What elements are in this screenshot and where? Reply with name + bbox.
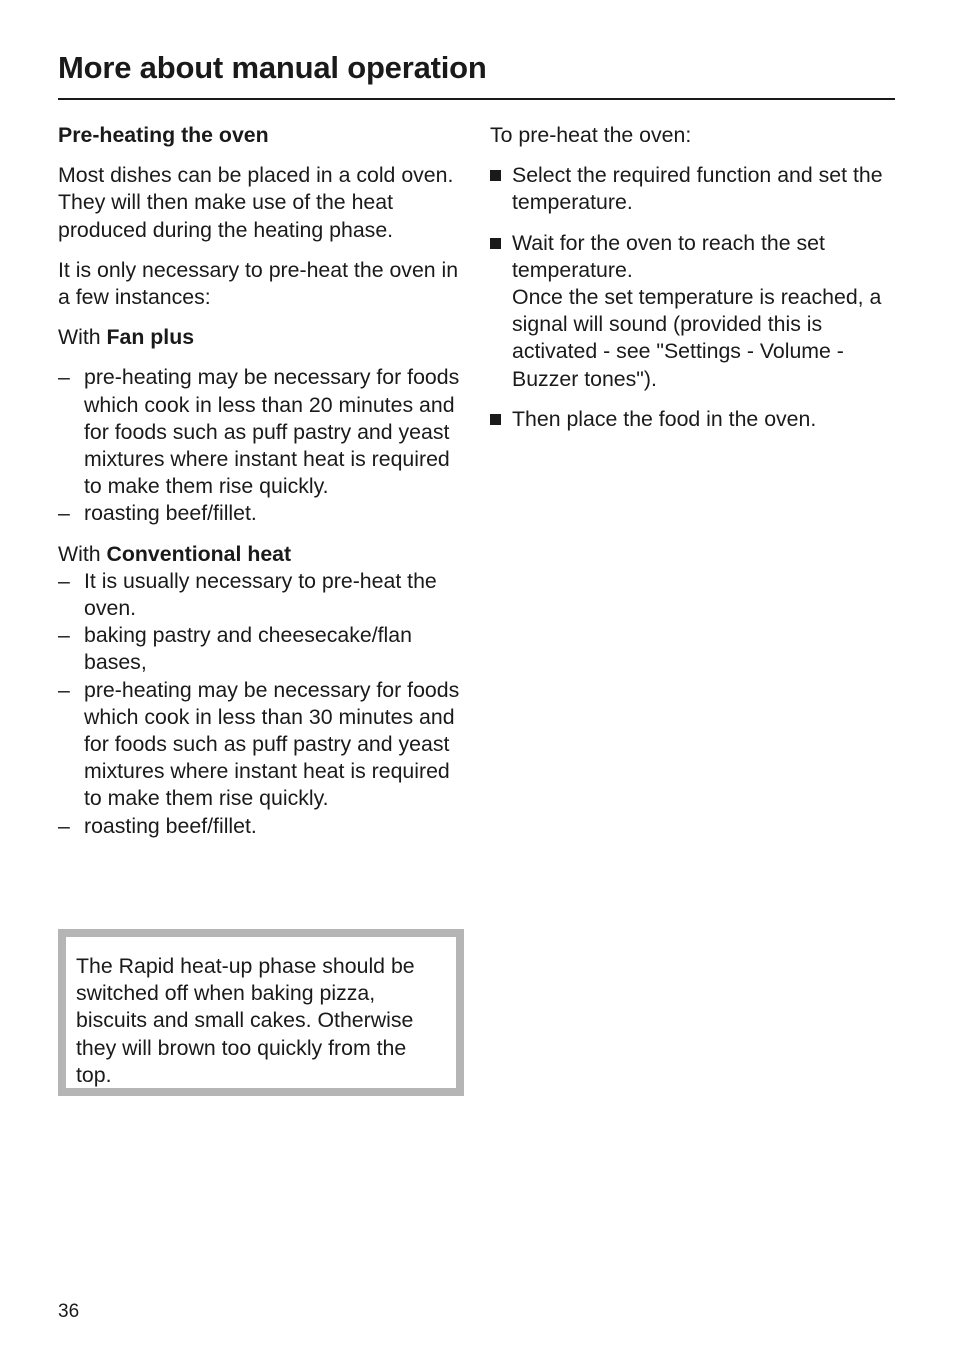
list-item: – baking pastry and cheesecake/flan bases, [58,622,468,676]
steps-list [490,162,900,433]
square-bullet-icon [490,170,501,181]
square-bullet-icon [490,414,501,425]
step-item [490,162,900,216]
title-rule [58,98,895,100]
step-item [490,406,900,433]
steps-intro: To pre-heat the oven: [490,123,692,147]
list-item: – roasting beef/fillet. [58,500,468,527]
right-column [490,122,900,446]
conventional-heat-name: Conventional heat [106,541,292,566]
note-box [58,929,464,1096]
conventional-heat-label [58,541,468,568]
intro-paragraph: Most dishes can be placed in a cold oven. They will then make use of the heat produced during the heating phase. [58,163,454,242]
step-text-extra: Once the set temperature is reached, a signal will sound (provided this is activated - see "Settings - Volume - Buzzer tones"). [512,285,882,391]
conventional-heat-prefix: With [58,541,107,566]
left-column [58,122,468,853]
section-heading: Pre-heating the oven [58,123,269,147]
square-bullet-icon [490,238,501,249]
list-item: – pre-heating may be necessary for foods which cook in less than 20 minutes and for foods such as puff pastry and yeast mixtures where instant heat is required to make them rise quickly. [58,364,468,500]
step-item [490,230,900,393]
fan-plus-list [58,364,468,527]
fan-plus-name: Fan plus [106,325,195,350]
list-item: – pre-heating may be necessary for foods which cook in less than 30 minutes and for foods such as puff pastry and yeast mixtures where instant heat is required to make them rise quickly. [58,677,468,813]
page-title: More about manual operation [58,50,487,85]
list-item: – It is usually necessary to pre-heat the oven. [58,568,468,622]
fan-plus-prefix: With [58,325,107,350]
preheat-necessary-paragraph: It is only necessary to pre-heat the oven in a few instances: [58,257,459,310]
conventional-heat-list [58,568,468,840]
fan-plus-label [58,324,468,351]
step-text: Then place the food in the oven. [512,406,817,431]
step-text: Wait for the oven to reach the set temperature. [512,230,825,282]
step-text: Select the required function and set the temperature. [512,163,883,215]
page-number: 36 [58,1301,80,1322]
list-item: – roasting beef/fillet. [58,813,468,840]
note-text: The Rapid heat-up phase should be switched off when baking pizza, biscuits and small cakes. Otherwise they will brown too quickly from the top. [66,937,456,1088]
